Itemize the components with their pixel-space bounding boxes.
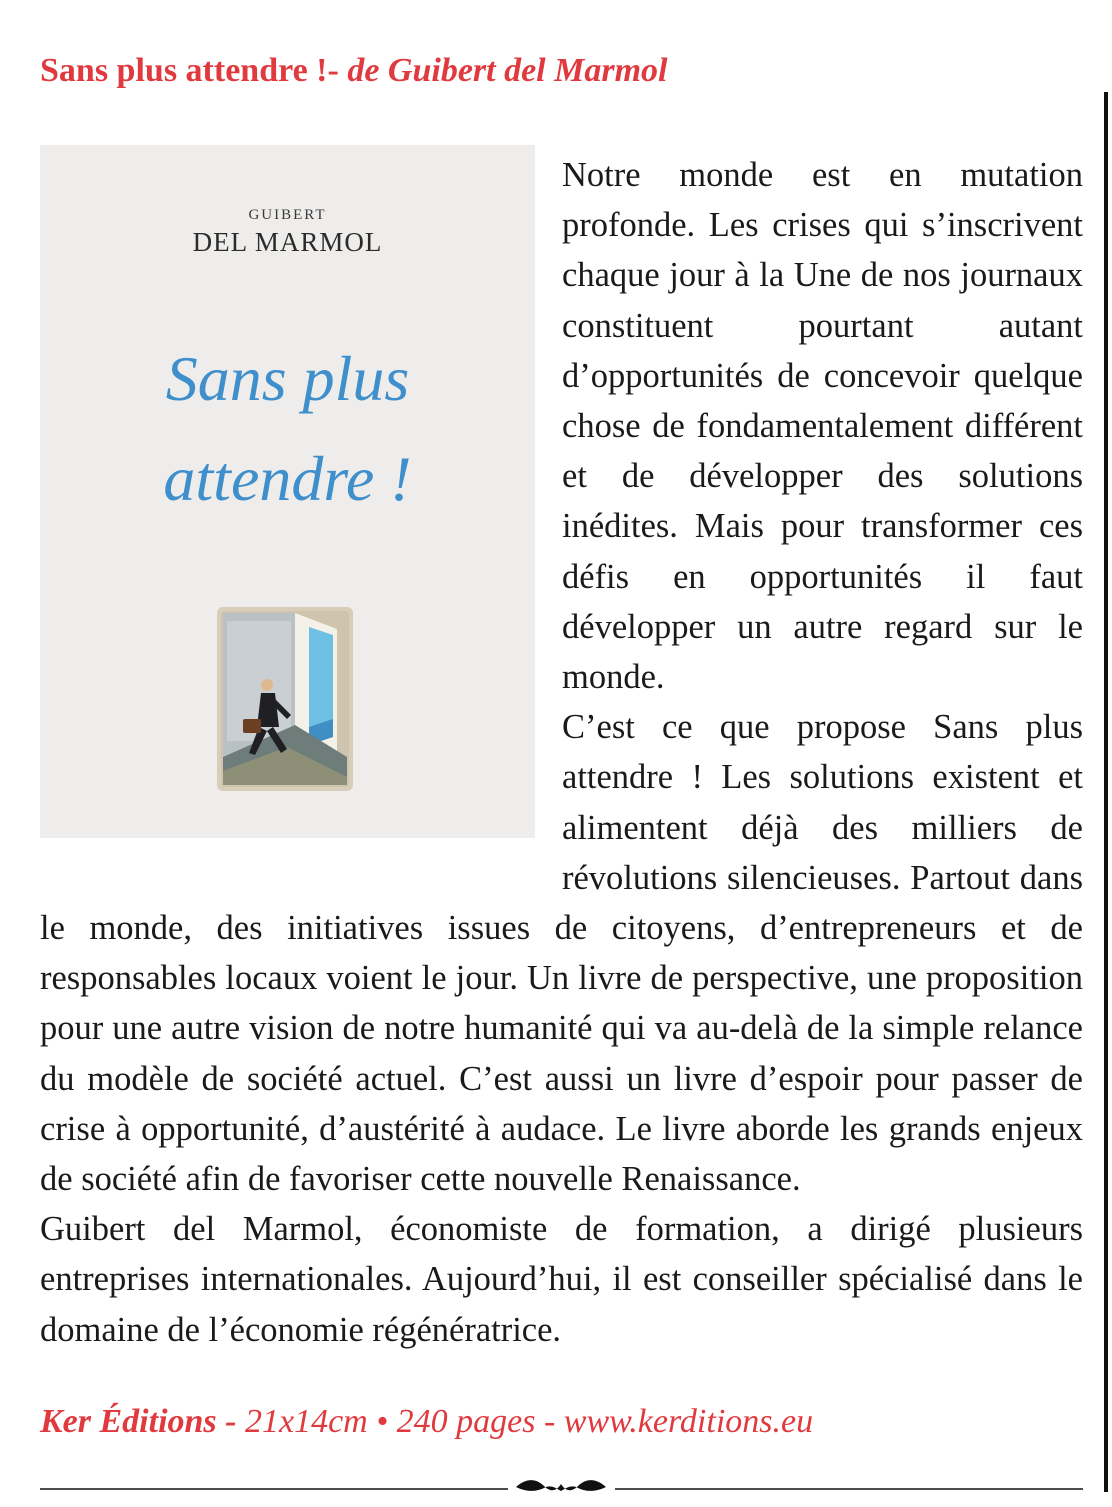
article-title: [40, 52, 667, 90]
ornamental-divider: [40, 1478, 1083, 1494]
cover-title-line1: Sans plus: [165, 343, 410, 414]
book-title: Sans plus attendre !-: [40, 52, 348, 89]
cover-author-last: DEL MARMOL: [192, 227, 383, 257]
cover-spacer: [40, 150, 562, 860]
right-margin-rule: [1104, 92, 1108, 1492]
body-text: Notre monde est en mutation profonde. Les crises qui s’inscrivent chaque jour à la Une de nos journaux constituent pourtant autant d’opportunités de concevoir quelque chose de fondamentalement différent et de développer des solutions inédites. Mais pour transformer ces défis en opportunités il faut développer un autre regard sur le monde. C’est ce que propose Sans plus attendre ! Les solutions existent et alimentent déjà des milliers de révolutions silencieuses. Partout dans le monde, des initiatives issues de citoyens, d’entrepreneurs et de responsables locaux voient le jour. Un livre de perspective, une proposition pour une autre vision de notre humanité qui va au-delà de la simple relance du modèle de société actuel. C’est aussi un livre d’espoir pour passer de crise à opportunité, d’austérité à audace. Le livre aborde les grands enjeux de société afin de favoriser cette nouvelle Renaissance. Guibert del Marmol, économiste de formation, a dirigé plusieurs entreprises internationales. Aujourd’hui, il est conseiller spécialisé dans le domaine de l’économie régénératrice.: [40, 156, 1083, 1349]
publication-details: 21x14cm • 240 pages - www.kerditions.eu: [244, 1403, 814, 1440]
cover-author-first: GUIBERT: [248, 207, 327, 223]
article-body: [40, 150, 1083, 1355]
cover-title-line2: attendre !: [163, 443, 412, 514]
publisher-label: Ker Éditions -: [40, 1403, 245, 1440]
book-author: de Guibert del Marmol: [347, 52, 668, 89]
publication-footer: [40, 1403, 813, 1441]
